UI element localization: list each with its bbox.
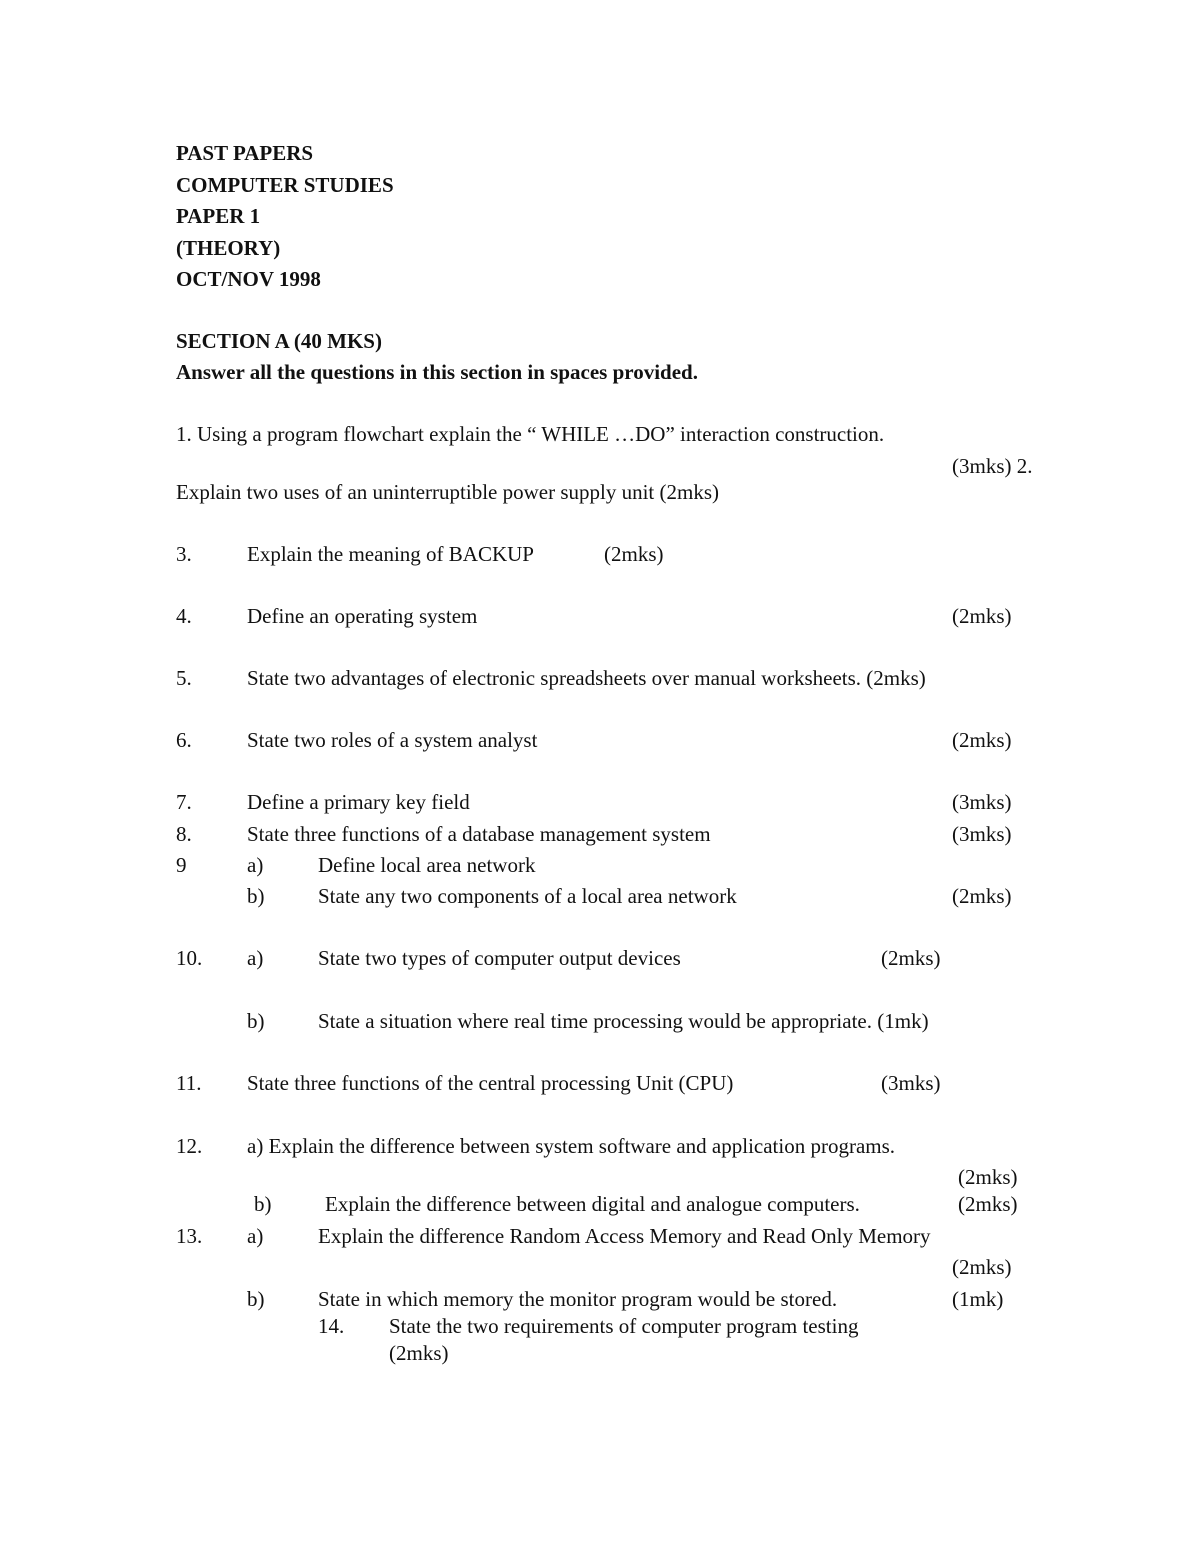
header-paper: PAPER 1 — [176, 204, 261, 228]
question-9a-text: Define local area network — [318, 853, 536, 877]
question-10a-text: State two types of computer output devices — [318, 946, 681, 970]
question-13b-label: b) — [247, 1287, 265, 1311]
question-1-marks: (3mks) 2. — [952, 454, 1033, 478]
header-past-papers: PAST PAPERS — [176, 141, 314, 165]
question-3-marks: (2mks) — [604, 542, 664, 566]
question-8-marks: (3mks) — [952, 822, 1012, 846]
question-10-number: 10. — [176, 946, 203, 970]
question-11-marks: (3mks) — [881, 1071, 941, 1095]
question-14-number: 14. — [318, 1314, 345, 1338]
question-14-marks: (2mks) — [389, 1341, 449, 1365]
question-13-number: 13. — [176, 1224, 203, 1248]
header-subject: COMPUTER STUDIES — [176, 173, 394, 197]
question-11-number: 11. — [176, 1071, 202, 1095]
question-12b-label: b) — [254, 1192, 272, 1216]
question-5-number: 5. — [176, 666, 192, 690]
question-5-text: State two advantages of electronic spreadsheets over manual worksheets. (2mks) — [247, 666, 926, 690]
question-9-number: 9 — [176, 853, 187, 877]
question-11-text: State three functions of the central processing Unit (CPU) — [247, 1071, 734, 1095]
question-12b-marks: (2mks) — [958, 1192, 1018, 1216]
question-7-number: 7. — [176, 790, 192, 814]
question-13a-text: Explain the difference Random Access Memory and Read Only Memory — [318, 1224, 931, 1248]
question-1-text: 1. Using a program flowchart explain the “ WHILE …DO” interaction construction. — [176, 422, 885, 446]
section-title: SECTION A (40 MKS) — [176, 329, 382, 353]
question-4-text: Define an operating system — [247, 604, 478, 628]
question-13b-marks: (1mk) — [952, 1287, 1004, 1311]
question-13a-marks: (2mks) — [952, 1255, 1012, 1279]
question-10b-label: b) — [247, 1009, 265, 1033]
question-9a-label: a) — [247, 853, 264, 877]
question-6-number: 6. — [176, 728, 192, 752]
question-12-number: 12. — [176, 1134, 203, 1158]
question-3-number: 3. — [176, 542, 192, 566]
question-9b-marks: (2mks) — [952, 884, 1012, 908]
question-4-marks: (2mks) — [952, 604, 1012, 628]
question-12a-text: a) Explain the difference between system software and application programs. — [247, 1134, 896, 1158]
section-instruction: Answer all the questions in this section in spaces provided. — [176, 360, 698, 384]
question-14-text: State the two requirements of computer program testing — [389, 1314, 859, 1338]
question-7-marks: (3mks) — [952, 790, 1012, 814]
question-13b-text: State in which memory the monitor program would be stored. — [318, 1287, 838, 1311]
question-10b-text: State a situation where real time processing would be appropriate. (1mk) — [318, 1009, 929, 1033]
question-12b-text: Explain the difference between digital and analogue computers. — [325, 1192, 860, 1216]
header-date: OCT/NOV 1998 — [176, 267, 321, 291]
question-8-text: State three functions of a database management system — [247, 822, 711, 846]
question-9b-text: State any two components of a local area network — [318, 884, 737, 908]
question-13a-label: a) — [247, 1224, 264, 1248]
question-6-marks: (2mks) — [952, 728, 1012, 752]
question-10a-label: a) — [247, 946, 264, 970]
question-2-text: Explain two uses of an uninterruptible power supply unit (2mks) — [176, 480, 719, 504]
question-9b-label: b) — [247, 884, 265, 908]
question-10a-marks: (2mks) — [881, 946, 941, 970]
header-theory: (THEORY) — [176, 236, 281, 260]
question-12a-marks: (2mks) — [958, 1165, 1018, 1189]
question-8-number: 8. — [176, 822, 192, 846]
question-6-text: State two roles of a system analyst — [247, 728, 538, 752]
question-3-text: Explain the meaning of BACKUP — [247, 542, 534, 566]
question-4-number: 4. — [176, 604, 192, 628]
question-7-text: Define a primary key field — [247, 790, 470, 814]
